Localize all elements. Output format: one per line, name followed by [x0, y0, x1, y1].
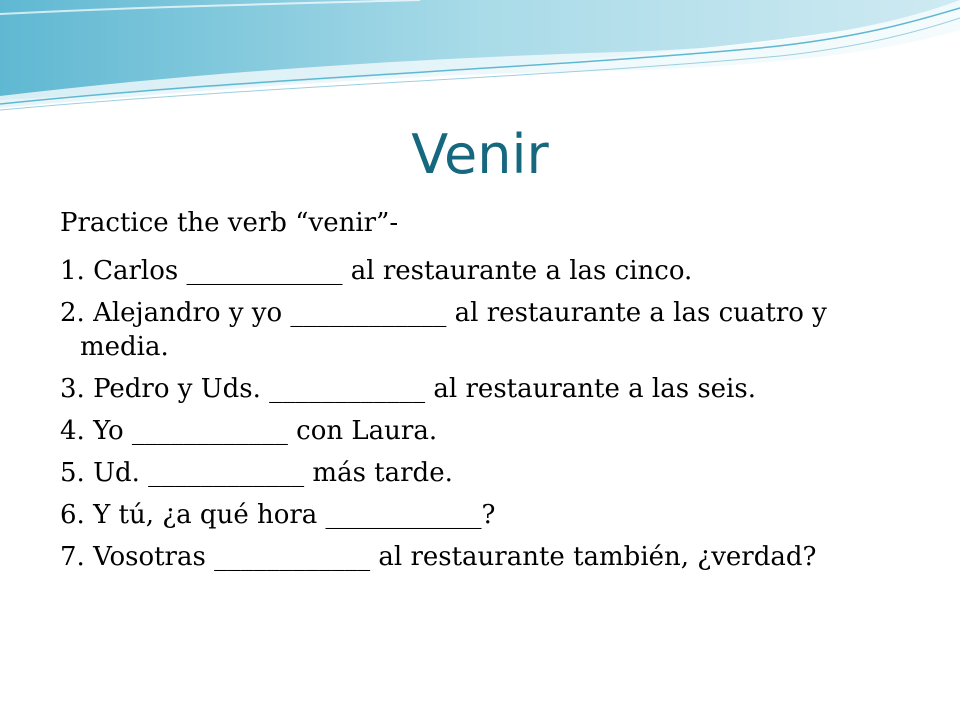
intro-text: Practice the verb “venir”- [60, 208, 399, 238]
slide-title: Venir [411, 123, 549, 186]
list-item: 7. Vosotras ____________ al restaurante también, ¿verdad? [60, 542, 817, 572]
list-item: 2. Alejandro y yo ____________ al restaurante a las cuatro y media. [60, 298, 827, 362]
decorative-wave-banner [0, 0, 960, 120]
exercise-list [60, 254, 920, 574]
list-item: 4. Yo ____________ con Laura. [60, 416, 438, 446]
list-item: 3. Pedro y Uds. ____________ al restaurante a las seis. [60, 374, 756, 404]
list-item: 6. Y tú, ¿a qué hora ____________? [60, 500, 496, 530]
content-body [60, 202, 920, 582]
list-item: 5. Ud. ____________ más tarde. [60, 458, 453, 488]
list-item: 1. Carlos ____________ al restaurante a las cinco. [60, 256, 693, 286]
